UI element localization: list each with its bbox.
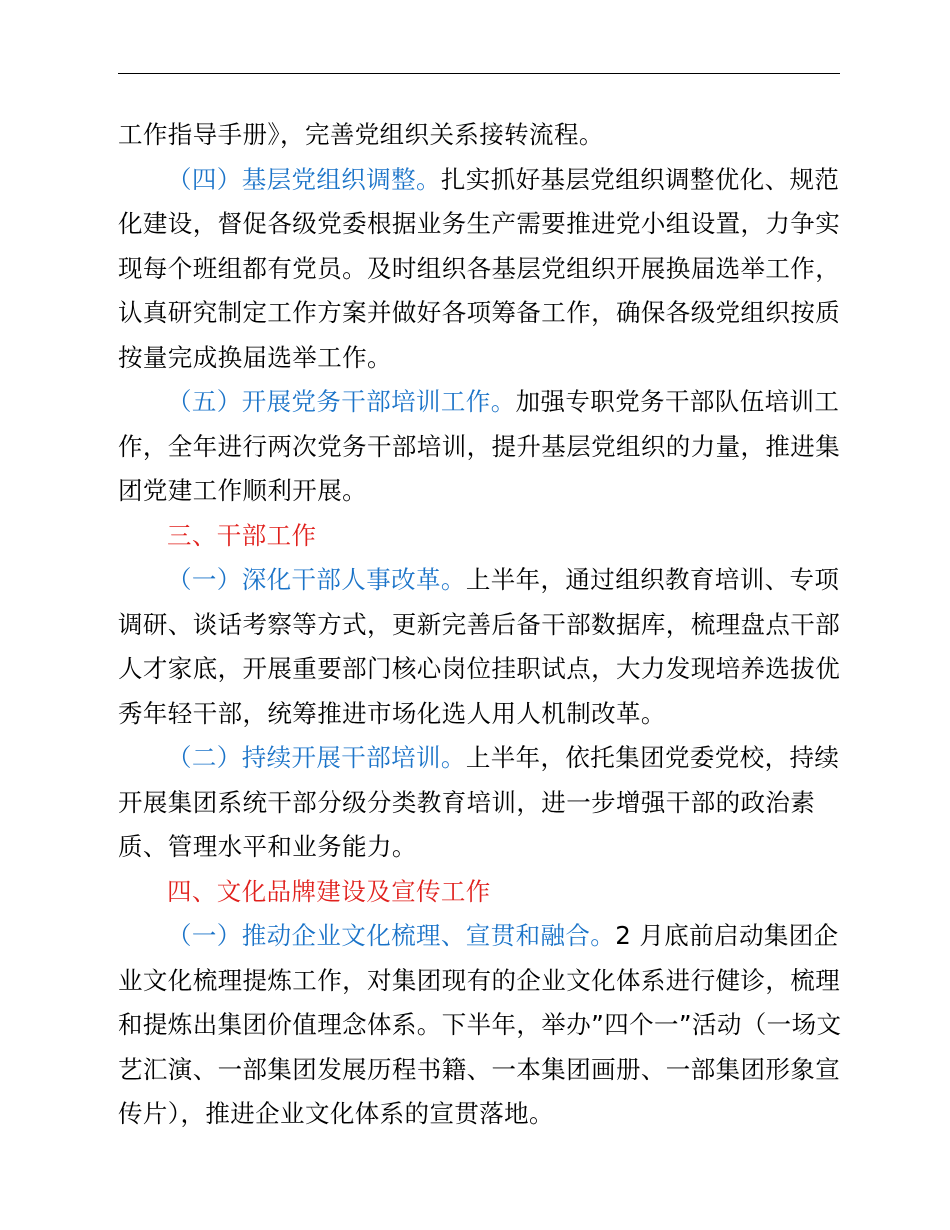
section-heading-cadre-work: 三、干部工作	[167, 520, 317, 550]
paragraph-continuation: 工作指导手册》，完善党组织关系接转流程。	[118, 120, 604, 149]
paragraph-text: 2 月底前启动集团企业文化梳理提炼工作，对集团现有的企业文化体系进行健诊，梳理和提炼出集团价值理念体系。下半年，举办”四个一”活动（一场文艺汇演、一部集团发展历程书籍、一本集团画册、一部集团形象宣传片），推进企业文化体系的宣贯落地。	[118, 921, 842, 1128]
paragraph-personnel-reform	[118, 558, 844, 736]
subheading: （五）开展党务干部培训工作。	[167, 387, 516, 416]
subheading: （二）持续开展干部培训。	[167, 743, 466, 772]
document-body	[118, 113, 844, 1137]
subheading: （一）推动企业文化梳理、宣贯和融合。	[167, 921, 616, 950]
paragraph-text: 上半年，通过组织教育培训、专项调研、谈话考察等方式，更新完善后备干部数据库，梳理盘点干部人才家底，开展重要部门核心岗位挂职试点，大力发现培养选拔优秀年轻干部，统筹推进市场化选人用人机制改革。	[118, 565, 841, 728]
paragraph-text: 加强专职党务干部队伍培训工作，全年进行两次党务干部培训，提升基层党组织的力量，推进集团党建工作顺利开展。	[118, 387, 841, 505]
paragraph-party-cadre-training	[118, 380, 844, 514]
header-rule	[118, 73, 840, 74]
paragraph-cadre-training	[118, 736, 844, 870]
subheading: （一）深化干部人事改革。	[167, 565, 466, 594]
section-heading-culture-brand: 四、文化品牌建设及宣传工作	[167, 876, 491, 906]
paragraph-text: 扎实抓好基层党组织调整优化、规范化建设，督促各级党委根据业务生产需要推进党小组设置，力争实现每个班组都有党员。及时组织各基层党组织开展换届选举工作，认真研究制定工作方案并做好各项筹备工作，确保各级党组织按质按量完成换届选举工作。	[118, 164, 841, 372]
paragraph-grassroots-adjustment	[118, 158, 844, 381]
paragraph-corporate-culture	[118, 914, 844, 1137]
subheading: （四）基层党组织调整。	[167, 164, 441, 194]
paragraph-text: 上半年，依托集团党委党校，持续开展集团系统干部分级分类教育培训，进一步增强干部的政治素质、管理水平和业务能力。	[118, 743, 840, 861]
